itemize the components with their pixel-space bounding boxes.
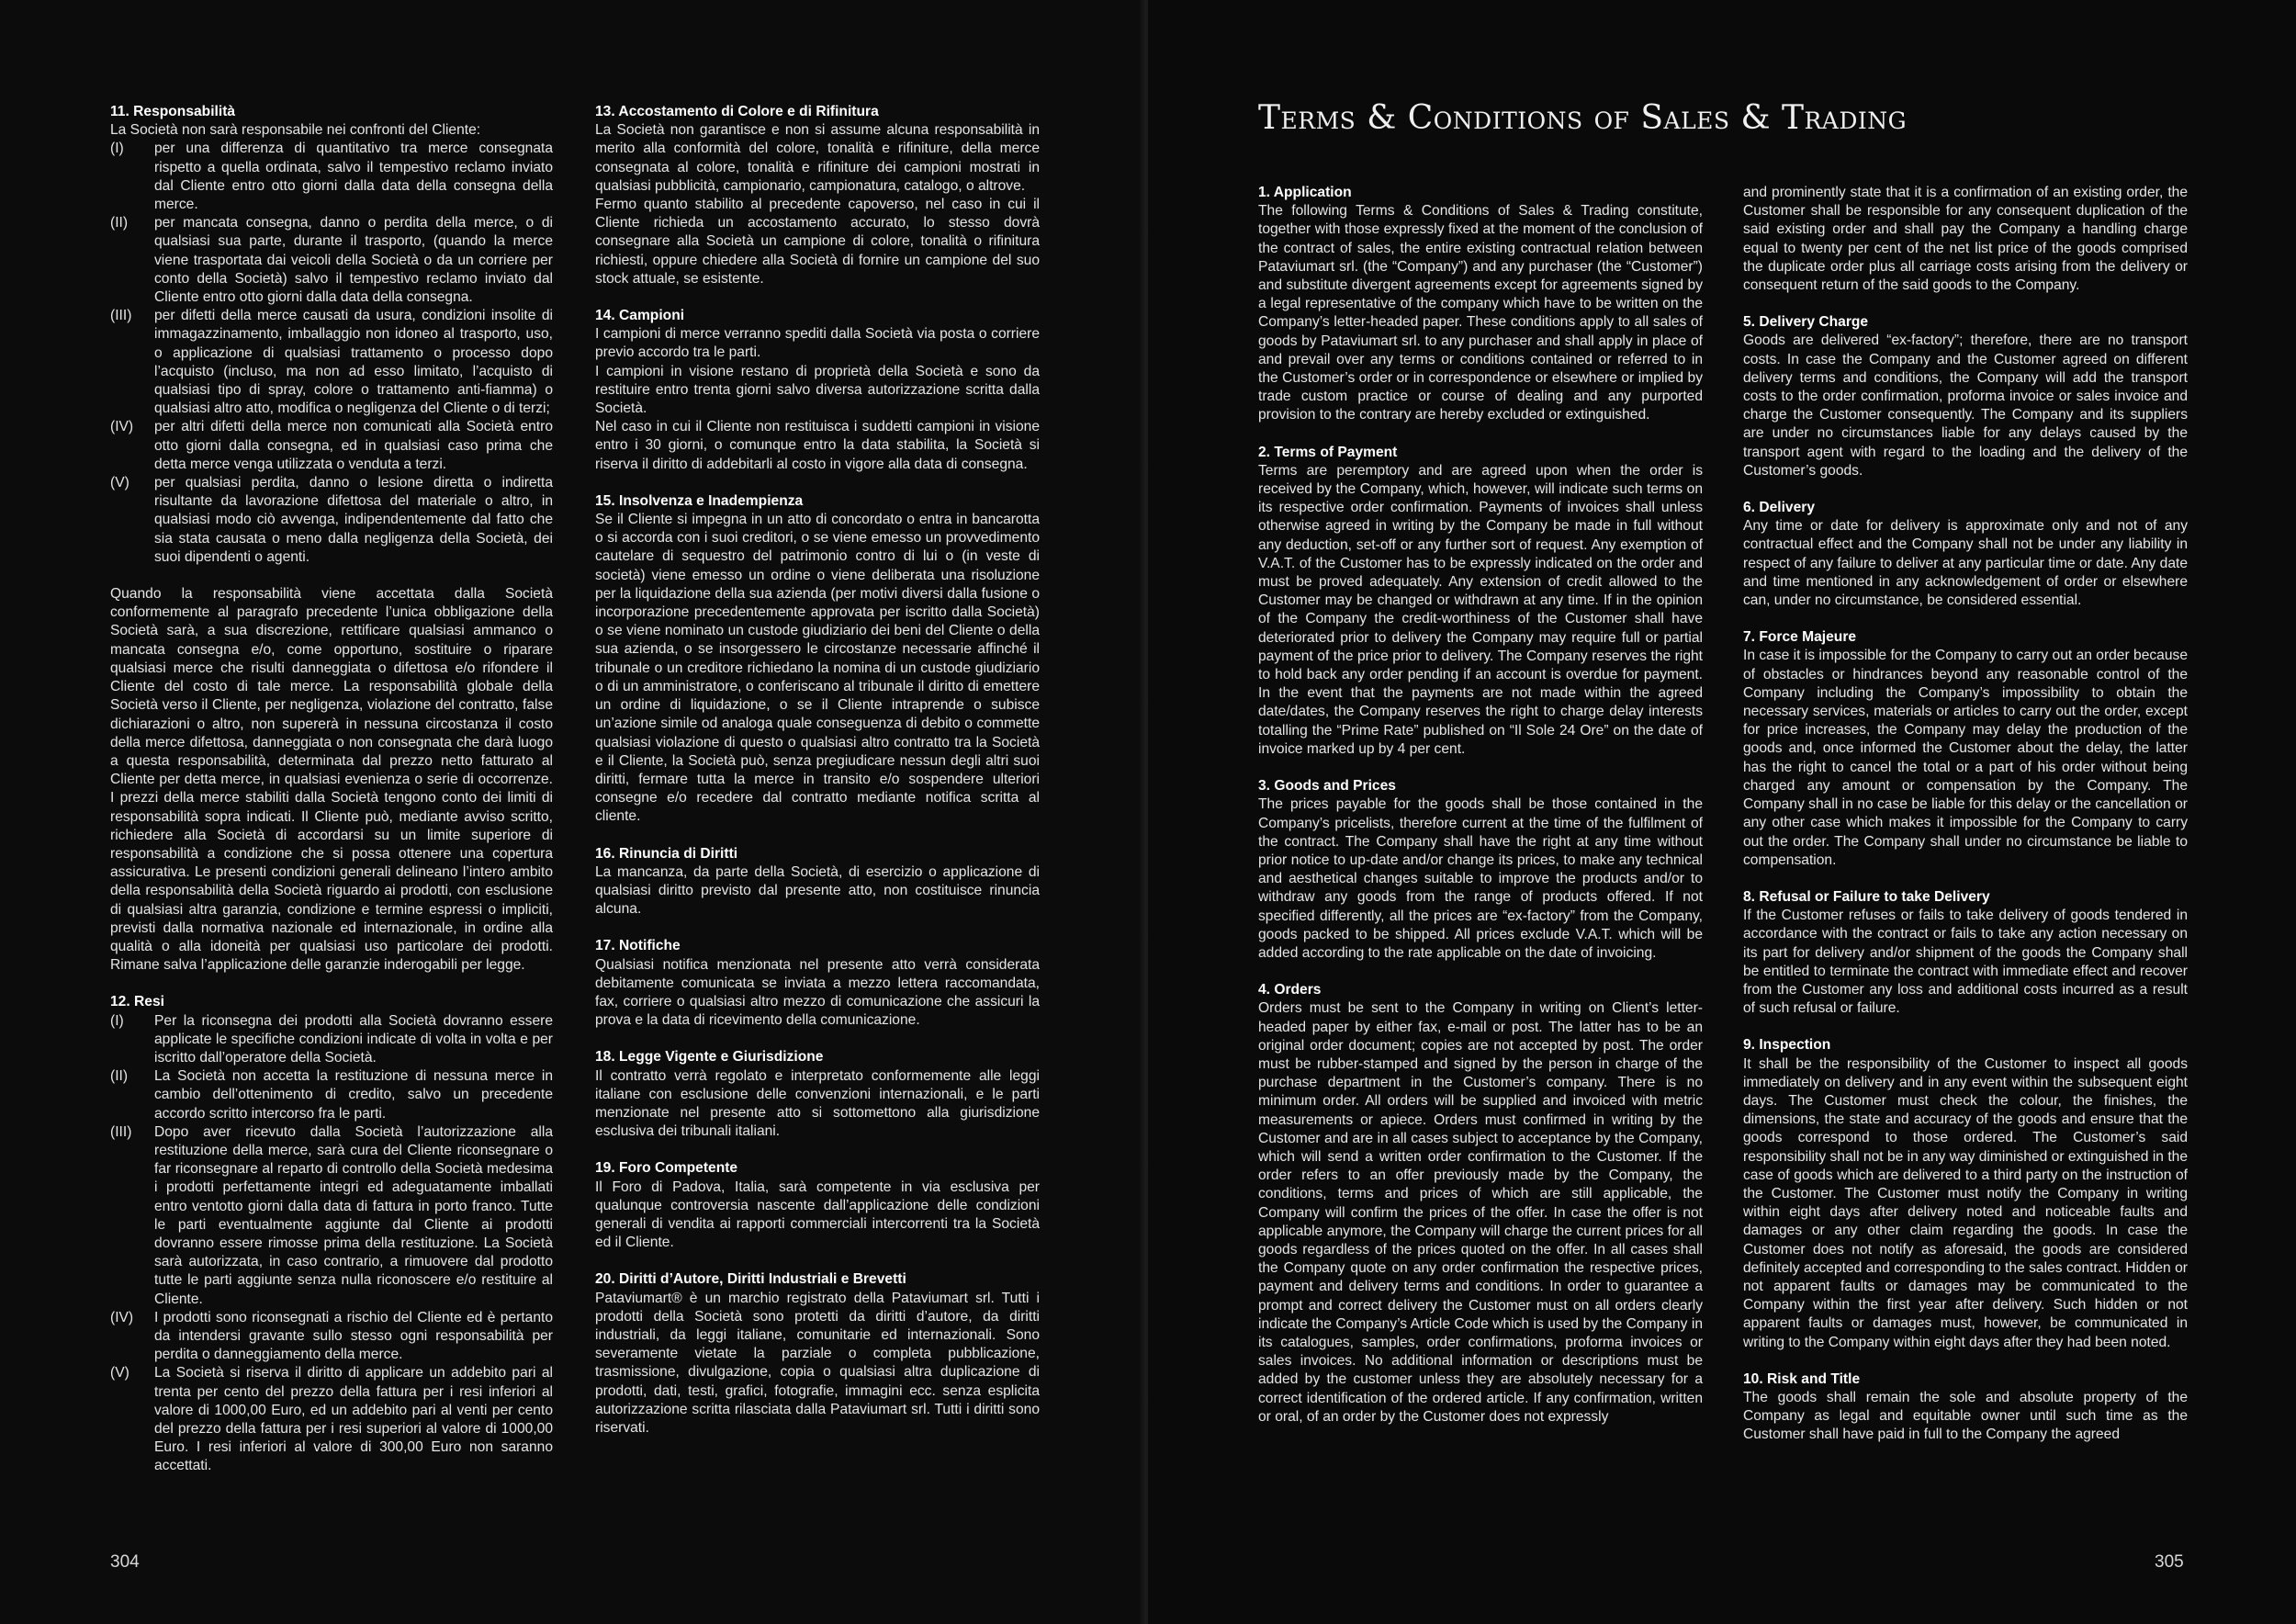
item-text: per qualsiasi perdita, danno o lesione diretta o indiretta risultante da lavorazione difettosa del materiale o altro, in qualsiasi modo ciò avvenga, indipendentemente dal fatto che sia stata causata o meno dalla negligenza della Società, dei suoi dipendenti o agenti. [154,475,553,565]
list-item [110,1123,553,1309]
item-text: per difetti della merce causati da usura, condizioni insolite di immagazzinamento, imballaggio non idoneo al trasporto, uso, o applicazione di qualsiasi trattamento o processo dopo l’acquisto (incluso, ma non ad esso limitato, l’acquisto di qualsiasi tipo di spray, colore o trattamento anti-fiamma) o qualsiasi altro atto, modifica o negligenza del Cliente o di terzi; [154,308,553,417]
section-paragraph: The goods shall remain the sole and absolute property of the Company as legal and equitable owner until such time as the Customer shall have paid in full to the Company the agreed [1743,1389,2188,1443]
item-number: (IV) [110,1309,134,1325]
list-item [110,1067,553,1123]
list-item [110,1012,553,1068]
item-text: La Società si riserva il diritto di applicare un addebito pari al trenta per cento del prezzo della fattura per i resi inferiori al valore di 1000,00 Euro, ed un addebito pari al venti per cento del prezzo della fattura per i resi superiori al valore di 1000,00 Euro. I resi inferiori al valore di 300,00 Euro non saranno accettati. [154,1365,553,1474]
left-page [0,0,1144,1624]
section-6 [1743,499,2188,610]
right-column-1 [1258,184,1703,1445]
section-title: 10. Risk and Title [1743,1370,1861,1387]
list-item [110,307,553,418]
section-18 [595,1048,1040,1141]
section-paragraph: The prices payable for the goods shall be those contained in the Company’s pricelists, therefore current at the time of the fulfilment of the contract. The Company shall have the right at any time without prior notice to up-date and/or change its prices, to make any technical and aesthetical changes suitable to improve the products and/or to withdraw any goods from the range of products offered. If not specified differently, all the prices are “ex-factory” from the Company, goods packed to be shipped. All prices exclude V.A.T. which will be added according to the rate applicable on the date of invoicing. [1258,796,1703,961]
section-title: 4. Orders [1258,982,1322,998]
section-20 [595,1270,1040,1438]
section-paragraph: I campioni di merce verranno spediti dalla Società via posta o corriere previo accordo tra le parti. [595,326,1040,361]
section-title: 19. Foro Competente [595,1160,738,1177]
page-number-right: 305 [2155,1552,2184,1572]
item-list [110,1012,553,1476]
item-list [110,140,553,567]
section-paragraph: I campioni in visione restano di proprietà della Società e sono da restituire entro trenta giorni salvo diversa autorizzazione scritta dalla Società. [595,363,1040,417]
item-text: La Società non accetta la restituzione di nessuna merce in cambio dell’ottenimento di credito, salvo un precedente accordo scritto intercorso fra le parti. [154,1068,553,1122]
section-title: 12. Resi [110,994,164,1010]
section-10 [1743,1370,2188,1445]
section-title: 1. Application [1258,185,1352,200]
section-15 [595,492,1040,827]
section-title: 5. Delivery Charge [1743,314,1869,331]
section-14 [595,307,1040,474]
item-text: I prodotti sono riconsegnati a rischio del Cliente ed è pertanto da intendersi gravante sullo stesso ogni responsabilità per perdita o danneggiamento della merce. [154,1309,553,1363]
section-title: 14. Campioni [595,308,685,324]
section-19 [595,1159,1040,1252]
item-number: (V) [110,475,129,491]
item-number: (II) [110,1068,129,1085]
section-title: 18. Legge Vigente e Giurisdizione [595,1049,824,1066]
left-column-1 [110,103,553,1494]
section-title: 15. Insolvenza e Inadempienza [595,492,804,509]
section-title: 20. Diritti d’Autore, Diritti Industriali e Brevetti [595,1271,906,1288]
item-text: per altri difetti della merce non comunicati alla Società entro otto giorni dalla consegna, ed in qualsiasi caso prima che detta merce venga utilizzata o venduta a terzi. [154,419,553,472]
item-number: (III) [110,308,132,324]
section-2 [1258,444,1703,759]
section-paragraph: It shall be the responsibility of the Customer to inspect all goods immediately on delivery and in any event within the subsequent eight days. The Customer must check the colour, the finishes, the dimensions, the state and accuracy of the goods and ensure that the goods correspond to those ordered. The Customer’s said responsibility shall not be in any way diminished or extinguished in the case of goods which are delivered to a third party on the instruction of the Customer. The Customer must notify the Company in writing within eight days after delivery noted and noticeable faults and damages or any other claim regarding the goods. In case the Customer does not notify as aforesaid, the goods are considered definitely accepted and corresponding to the sales contract. Hidden or not apparent faults or damages may be communicated to the Company within the first year after delivery. Such hidden or not apparent faults or damages must, however, be communicated in writing to the Company within eight days after they had been noted. [1743,1055,2188,1350]
right-page [1148,0,2296,1624]
section-title: 7. Force Majeure [1743,629,1857,646]
section-title: 13. Accostamento di Colore e di Rifinitura [595,104,879,119]
list-item [110,1364,553,1475]
section-8 [1743,888,2188,1018]
section-paragraph: Nel caso in cui il Cliente non restituisca i suddetti campioni in visione entro i 30 giorni, o comunque entro la data stabilita, la Società si riserva il diritto di addebitarli al costo in vigore alla data di consegna. [595,419,1040,472]
item-text: Dopo aver ricevuto dalla Società l’autorizzazione alla restituzione della merce, sarà cura del Cliente riconsegnare o far riconsegnare al reparto di controllo della Società medesima i prodotti perfettamente integri ed adeguatamente imballati entro ventotto giorni dalla data di fattura in porto franco. Tutte le parti eventualmente aggiunte dal Cliente ai prodotti dovranno essere rimosse prima della restituzione. La Società sarà autorizzata, in caso contrario, a rimuovere dal prodotto tutte le parti aggiunte senza nulla riconoscere e/o restituire al Cliente. [154,1123,553,1307]
item-text: Per la riconsegna dei prodotti alla Società dovranno essere applicate le specifiche condizioni indicate di volta in volta e per iscritto dall’operatore della Società. [154,1012,553,1066]
item-text: per mancata consegna, danno o perdita della merce, o di qualsiasi sua parte, durante il trasporto, (quando la merce viene trasportata dai veicoli della Società o da un corriere per conto della Società) salvo il tempestivo reclamo inviato dal Cliente entro otto giorni dalla data della consegna. [154,215,553,306]
page-number-left: 304 [110,1552,140,1572]
section-paragraph: Fermo quanto stabilito al precedente capoverso, nel caso in cui il Cliente richieda un accostamento accurato, lo stesso dovrà consegnare alla Società un campione di colore, tonalità o rifinitura richiesti, oppure chiedere alla Società di fornire un campione del suo stock attuale, se esistente. [595,197,1040,287]
section-title: 2. Terms of Payment [1258,444,1398,460]
section-9 [1743,1036,2188,1351]
section-title: 11. Responsabilità [110,104,236,119]
item-number: (III) [110,1123,132,1140]
section-12 [110,993,553,1475]
right-column-2 [1743,184,2188,1463]
section-title: 6. Delivery [1743,500,1816,516]
section-paragraph: Any time or date for delivery is approximate only and not of any contractual effect and the Company shall not be under any liability in respect of any failure to deliver at any particular time or date. Any date and time mentioned in any acknowledgement of order or elsewhere can, under no circumstance, be considered essential. [1743,518,2188,609]
section-paragraph: and prominently state that it is a confirmation of an existing order, the Customer shall be responsible for any consequent duplication of the said existing order and shall pay the Company a handling charge equal to twenty per cent of the net list price of the goods comprised the duplicate order plus all carriage costs arising from the delivery or consequent return of the said goods to the Company. [1743,185,2188,294]
list-item [110,1309,553,1365]
section-title: 16. Rinuncia di Diritti [595,845,738,862]
item-number: (I) [110,141,124,157]
section-title: 9. Inspection [1743,1037,1831,1054]
section-title: 17. Notifiche [595,938,681,954]
section-3 [1258,777,1703,963]
item-number: (IV) [110,419,134,435]
section-paragraph: The following Terms & Conditions of Sales & Trading constitute, together with those expressly fixed at the moment of the conclusion of the contract of sales, the entire existing contractual relation between Pataviumart srl. (the “Company”) and any purchaser (the “Customer”) and substitute divergent agreements except for agreements signed by a legal representative of the company which have to be written on the Company’s letter-headed paper. These conditions apply to all sales of goods by Pataviumart srl. to any purchaser and shall apply in place of and prevail over any terms or conditions contained or referred to in the Customer’s order or in correspondence or elsewhere or implied by trade custom practice or course of dealing and any purported provision to the contrary are hereby excluded or extinguished. [1258,203,1703,423]
section-11 [110,103,553,975]
section-16 [595,845,1040,919]
section-intro: La Società non sarà responsabile nei confronti del Cliente: [110,122,481,139]
section-paragraph: In case it is impossible for the Company to carry out an order because of obstacles or hindrances beyond any reasonable control of the Company including the Company’s impossibility to obtain the necessary services, materials or articles to carry out the order, except for price increases, the Company may delay the production of the goods and, once informed the Customer about the delay, the latter has the right to cancel the total or a part of his order without being charged any amount or compensation by the Company. The Company shall in no case be liable for this delay or the cancellation or any other case which makes it impossible for the Company to carry out the order. The Company shall under no circumstance be liable to compensation. [1743,648,2188,868]
section-paragraph: Se il Cliente si impegna in un atto di concordato o entra in bancarotta o si accorda con i suoi creditori, o se viene emesso un provvedimento cautelare di sequestro del patrimonio contro di lui o (in veste di società) viene emesso un ordine o viene deliberata una risoluzione per la liquidazione della sua azienda (per motivi diversi dalla fusione o incorporazione precedentemente approvata per iscritto dalla Società) o se viene nominato un custode giudiziario dei beni del Cliente o della sua azienda, o se insorgessero le circostanze necessarie affinché il tribunale o un creditore richiedano la nomina di un custode giudiziario o di un amministratore, o conferiscano al tribunale il diritto di emettere un ordine di liquidazione, o se il Cliente intraprende o subisce un’azione simile od analoga quale conseguenza di debito o commette qualsiasi violazione di questo o qualsiasi altro contratto tra la Società e il Cliente, la Società può, senza pregiudicare nessun degli altri suoi diritti, fermare tutta la merce in transito e/o sospendere ulteriori consegne e/o recedere dal contratto mediante notifica scritta al cliente. [595,512,1040,825]
list-item [110,474,553,567]
section-paragraph: If the Customer refuses or fails to take delivery of goods tendered in accordance with the contract or fails to take any action necessary on its part for delivery and/or shipment of the goods the Company shall be entitled to terminate the contract with immediate effect and recover from the Customer any loss and additional costs incurred as a result of such refusal or failure. [1743,908,2188,1017]
section-paragraph: Qualsiasi notifica menzionata nel presente atto verrà considerata debitamente comunicata se inviata a mezzo lettera raccomandata, fax, corriere o qualsiasi altro mezzo di comunicazione che assicuri la prova e la data di ricevimento della comunicazione. [595,956,1040,1029]
section-title: 8. Refusal or Failure to take Delivery [1743,888,1990,905]
item-number: (V) [110,1365,129,1382]
item-number: (I) [110,1012,124,1029]
section-13 [595,103,1040,288]
section-paragraph: Pataviumart® è un marchio registrato della Pataviumart srl. Tutti i prodotti della Società sono protetti da diritti d’autore, da diritti industriali, da leggi italiane, comunitarie ed internazionali. Sono severamente vietate la parziale o completa pubblicazione, trasmissione, divulgazione, copia o qualsiasi altra duplicazione di prodotti, dati, testi, grafici, fotografie, immagini ecc. senza esplicita autorizzazione scritta rilasciata dalla Pataviumart srl. Tutti i diritti sono riservati. [595,1290,1040,1436]
item-number: (II) [110,215,129,231]
section-4-continued [1743,184,2188,295]
section-paragraph: La Società non garantisce e non si assume alcuna responsabilità in merito alla conformità del colore, tonalità e rifiniture, della merce consegnata al colore, tonalità e rifiniture dei campioni mostrati in qualsiasi pubblicità, campionario, campionatura, catalogo, o altrove. [595,122,1040,194]
section-title: 3. Goods and Prices [1258,778,1396,795]
list-item [110,418,553,474]
section-4 [1258,981,1703,1427]
section-body: Quando la responsabilità viene accettata dalla Società conformemente al paragrafo precedente l’unica obbligazione della Società sarà, a sua discrezione, rettificare qualsiasi ammanco o mancata consegna e/o, come opportuno, sostituire o riparare qualsiasi merce che risulti danneggiata o difettosa e/o rifondere il Cliente del costo di tale merce. La responsabilità globale della Società verso il Cliente, per negligenza, violazione del contratto, false dichiarazioni o altro, non supererà in nessuna circostanza il costo della merce difettosa, danneggiata o non consegnata che darà luogo a questa responsabilità, determinata dal prezzo netto fatturato al Cliente per detta merce, in qualsiasi evenienza o serie di occorrenze. I prezzi della merce stabiliti dalla Società tengono conto dei limiti di responsabilità sopra indicati. Il Cliente può, mediante avviso scritto, richiedere alla Società di accordarsi su un limite superiore di responsabilità a condizione che si possa ottenere una copertura assicurativa. Le presenti condizioni generali delineano l’intero ambito della responsabilità della Società riguardo ai prodotti, con esclusione di qualsiasi altra garanzia, condizione e termine espressi o impliciti, previsti dalla normativa nazionale ed internazionale, in ordine alla qualità o alla idoneità per qualsiasi uso particolare dei prodotti. Rimane salva l’applicazione delle garanzie inderogabili per legge. [110,586,553,974]
section-paragraph: Terms are peremptory and are agreed upon when the order is received by the Company, which, however, will indicate such terms on its respective order confirmation. Payments of invoices shall unless otherwise agreed in writing by the Company be made in full without any deduction, set-off or any further sort of request. Any exemption of V.A.T. of the Customer has to be expressly indicated on the order and must be proved adequately. Any extension of credit allowed to the Customer may be changed or withdrawn at any time. If in the opinion of the Company the credit-worthiness of the Customer shall have deteriorated prior to delivery the Company may require full or partial payment of the price prior to delivery. The Company reserves the right to hold back any order pending if an account is overdue for payment. In the event that the payments are not made within the agreed date/dates, the Company reserves the right to charge delay interests totalling the “Prime Rate” published on “Il Sole 24 Ore” on the date of invoice marked up by 4 per cent. [1258,462,1703,757]
list-item [110,140,553,214]
section-paragraph: Orders must be sent to the Company in writing on Client’s letter-headed paper by either fax, e-mail or post. The latter has to be an original order document; copies are not accepted by post. The order must be rubber-stamped and signed by the person in charge of the purchase department in the Customer’s company. There is no minimum order. All orders will be supplied and invoiced with metric measurements or apiece. Orders must confirmed in writing by the Customer and are in all cases subject to acceptance by the Company, which will send a written order confirmation to the Customer. If the order refers to an offer previously made by the Company, the conditions, terms and prices of which are still applicable, the Company will confirm the prices of the offer. In case the offer is not applicable anymore, the Company will charge the current prices for all goods regardless of the prices quoted on the offer. In all cases shall the Company quote on any order confirmation the respective prices, payment and delivery terms and conditions. In order to guarantee a prompt and correct delivery the Customer must on all orders clearly indicate the Company’s Article Code which is used by the Company in its catalogues, samples, order confirmations, proforma invoices or sales invoices. No additional information or descriptions must be added by the customer unless they are absolutely necessary for a correct identification of the ordered article. If any confirmation, written or oral, of an order by the Customer does not expressly [1258,1000,1703,1425]
left-column-2 [595,103,1040,1456]
section-17 [595,937,1040,1030]
page-heading: Terms & Conditions of Sales & Trading [1258,99,1908,137]
item-text: per una differenza di quantitativo tra merce consegnata rispetto a quella ordinata, salvo il tempestivo reclamo inviato dal Cliente entro otto giorni dalla data della consegna della merce. [154,141,553,213]
section-paragraph: Il Foro di Padova, Italia, sarà competente in via esclusiva per qualunque controversia nascente dall’applicazione delle condizioni generali di vendita ai rapporti commerciali intercorrenti tra la Società ed il Cliente. [595,1179,1040,1251]
section-paragraph: La mancanza, da parte della Società, di esercizio o applicazione di qualsiasi diritto previsto dal presente atto, non costituisce rinuncia alcuna. [595,863,1040,918]
section-1 [1258,184,1703,425]
section-paragraph: Goods are delivered “ex-factory”; therefore, there are no transport costs. In case the Company and the Customer agreed on different delivery terms and conditions, the Company will add the transport costs to the order confirmation, proforma invoice or sales invoice and charge the Customer consequently. The Company and its suppliers are under no circumstances liable for any delays caused by the transport agent with regard to the loading and the delivery of the Customer’s goods. [1743,333,2188,479]
section-7 [1743,628,2188,870]
list-item [110,214,553,307]
section-5 [1743,313,2188,480]
section-paragraph: Il contratto verrà regolato e interpretato conformemente alle leggi italiane con esclusione delle convenzioni internazionali, e le parti menzionate nel presente atto si sottomettono alla giurisdizione esclusiva dei tribunali italiani. [595,1067,1040,1140]
